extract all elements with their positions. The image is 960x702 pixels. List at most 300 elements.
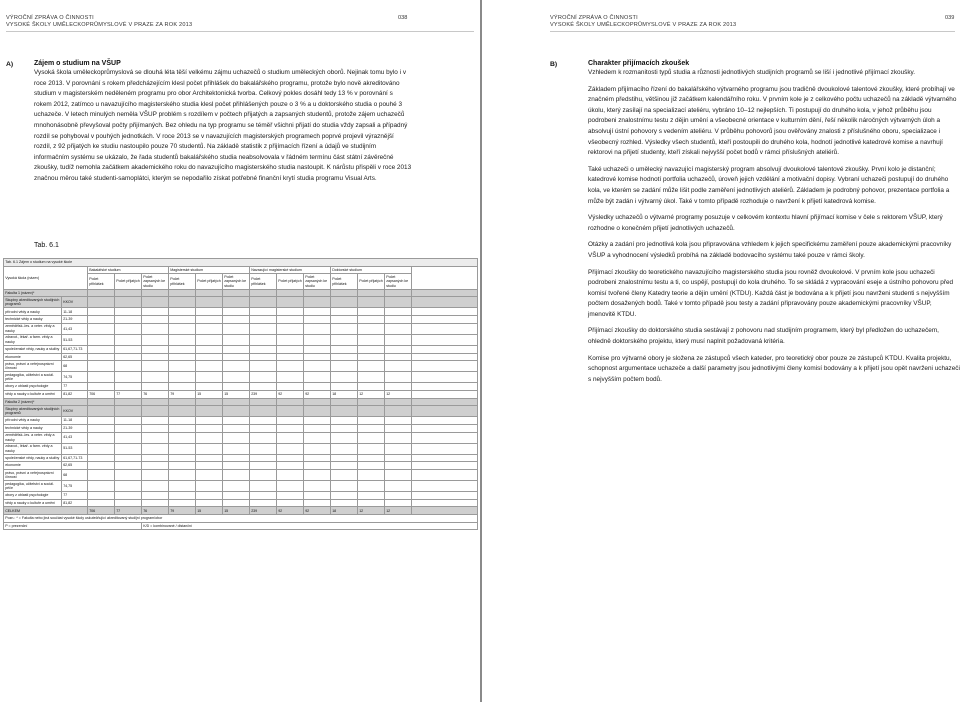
table-cell [142,481,169,492]
table-cell [142,334,169,345]
table-row [4,492,478,500]
table-cell [385,406,412,417]
table-cell [277,481,304,492]
table-cell [250,345,277,353]
table-cell [250,361,277,372]
table-caption: Tab. 6.1 Zájem o studium na vysoké škole [4,259,478,267]
table-cell [358,323,385,334]
table-cell [196,345,223,353]
table-cell [88,353,115,361]
table-cell [88,345,115,353]
table-cell [88,492,115,500]
table-cell [142,462,169,470]
table-cell [277,406,304,417]
program-header-row [4,266,478,274]
table-cell [277,323,304,334]
kkov-code: 21-39 [62,424,88,432]
table-cell [115,308,142,316]
total-label: CELKEM [4,507,88,515]
table-cell [250,297,277,308]
table-cell [250,372,277,383]
group-header: Skupiny akreditovaných studijních programů [4,406,62,417]
table-cell [358,353,385,361]
table-cell [412,289,478,297]
table-cell [358,470,385,481]
total-value: 77 [115,507,142,515]
table-cell [223,372,250,383]
table-cell [169,454,196,462]
table-cell [358,372,385,383]
table-cell [358,462,385,470]
table-cell [250,443,277,454]
table-cell [169,361,196,372]
value-cell: 15 [223,390,250,398]
table-cell [277,424,304,432]
table-cell [142,353,169,361]
value-cell: 92 [277,390,304,398]
table-cell [196,492,223,500]
table-cell [169,443,196,454]
table-cell [196,297,223,308]
table-cell [412,443,478,454]
sub-header: Počet přihlášek [250,274,277,289]
table-cell [196,470,223,481]
program-group-name: vědy a nauky o kultuře a umění [4,499,62,507]
table-cell [412,432,478,443]
program-group-name: technické vědy a nauky [4,316,62,324]
table-cell [223,323,250,334]
table-cell [385,383,412,391]
table-cell [358,499,385,507]
table-cell [88,432,115,443]
table-cell [250,462,277,470]
table-cell [88,316,115,324]
section-letter: B) [550,61,558,68]
table-cell [196,361,223,372]
program-group-name: právo, právní a veřejnosprávní činnost [4,361,62,372]
table-cell [277,470,304,481]
table-cell [196,289,223,297]
table-cell [115,297,142,308]
table-cell [196,316,223,324]
value-cell: 18 [331,390,358,398]
table-cell [304,481,331,492]
note-row [4,515,478,523]
table-cell [223,345,250,353]
total-value: 92 [304,507,331,515]
table-row [4,316,478,324]
table-cell [331,308,358,316]
value-cell: 77 [115,390,142,398]
table-cell [250,424,277,432]
value-cell: 12 [385,390,412,398]
table-cell [277,492,304,500]
sub-header: Počet přihlášek [88,274,115,289]
table-cell [115,323,142,334]
table-cell [385,432,412,443]
program-group-name: ekonomie [4,462,62,470]
table-cell [88,454,115,462]
table-cell [115,424,142,432]
total-value: 92 [277,507,304,515]
table-cell [358,361,385,372]
table-cell [277,316,304,324]
table-cell [88,289,115,297]
kkov-code: 51-53 [62,334,88,345]
group-header: Skupiny akreditovaných studijních programů [4,297,62,308]
table-cell [277,345,304,353]
kkov-code: 77 [62,383,88,391]
total-value: 12 [385,507,412,515]
total-value: 239 [250,507,277,515]
kkov-code: 77 [62,492,88,500]
table-cell [412,492,478,500]
table-cell [250,432,277,443]
table-cell [412,406,478,417]
table-cell [142,383,169,391]
kkov-code: 68 [62,470,88,481]
table-cell [385,443,412,454]
table-row [4,372,478,383]
sub-header: Počet přijatých [277,274,304,289]
table-cell [277,417,304,425]
sub-header: Počet zapsaných ke studiu [385,274,412,289]
kkov-code: 81,82 [62,499,88,507]
kkov-code: 74,75 [62,372,88,383]
table-cell [223,361,250,372]
program-group-name: obory z oblasti psychologie [4,383,62,391]
program-group-name: pedagogika, učitelství a sociál. péče [4,372,62,383]
table-cell [196,334,223,345]
table-cell [331,454,358,462]
table-cell [277,432,304,443]
right-page [482,0,960,702]
table-cell [412,417,478,425]
table-cell [331,492,358,500]
program-group-name: přírodní vědy a nauky [4,308,62,316]
table-cell [304,323,331,334]
table-cell [358,289,385,297]
legend-k: K/D = kombinované / distanční [142,522,478,530]
table-cell [142,345,169,353]
table-cell [358,308,385,316]
kkov-code: 68 [62,361,88,372]
value-cell: 76 [142,390,169,398]
table-cell [223,353,250,361]
table-cell [88,334,115,345]
applicants-table [3,258,478,530]
table-cell [385,334,412,345]
table-cell [304,398,331,406]
table-cell [115,454,142,462]
table-cell [358,345,385,353]
table-cell [115,345,142,353]
header-divider [6,31,474,32]
program-group-name: obory z oblasti psychologie [4,492,62,500]
table-cell [142,417,169,425]
table-cell [88,417,115,425]
table-cell [304,289,331,297]
table-cell [412,507,478,515]
section-paragraph: Vysoká škola uměleckoprůmyslová se dlouhá léta těší velkému zájmu uchazečů o studium uměleckých oborů. Nejinak tomu bylo i v roce 2013. V porovnání s rokem předcházejícím klesl počet přihlášek do bakalářského programu, protože bylo nově akreditováno studium v magisterském neděleném programu pro obor Architektonická tvorba. Celkový pokles dosáhl tedy 13 % v porovnání s rokem 2012, zatímco u navazujícího magisterského studia klesl počet přihlášených pouze o 3 % a u doktorského studia o pouhé 3 uchazeče. V letech minulých neměla VŠUP problém s rozdílem v počtech přijatých a zapsaných studentů, protože zájem uchazečů mnohonásobně převyšoval počty přijímaných. Bez ohledu na typ programu se téměř všichni přijatí do studia vždy zapsali a případný rozdíl se pohyboval v pouhých jednotkách. V roce 2013 se v navazujících magisterských programech poprvé projevil výraznější rozdíl, z 92 přijatých ke studiu nastoupilo pouze 70 studentů. Na základě statistik z přijímacích řízení a údajů ve studijním informačním systému se ukázalo, že řada studentů bakalářského studia neabsolvovala v řádném termínu část státní závěrečné zkoušky, tudíž nemohla začátkem akademického roku do navazujícího magisterského studia nastoupit. K nárůstu přispěli v roce 2013 značnou měrou také studenti-samoplátci, kterým se nepodařilo získat potřebné finanční krytí studia programu Visual Arts. [34,69,412,182]
total-value: 15 [223,507,250,515]
sub-header: Počet přijatých [115,274,142,289]
table-cell [142,443,169,454]
table-cell [412,334,478,345]
header-divider [550,31,955,32]
table-cell [304,424,331,432]
table-cell [115,383,142,391]
table-cell [331,297,358,308]
table-cell [115,462,142,470]
table-cell [385,372,412,383]
program-header: Navazující magisterské studium [250,266,331,274]
table-cell [223,308,250,316]
table-cell [169,432,196,443]
left-page-header [6,15,192,29]
table-cell [115,406,142,417]
table-cell [223,443,250,454]
table-row [4,361,478,372]
table-cell [412,345,478,353]
paragraph: Otázky a zadání pro jednotlivá kola jsou připravována vzhledem k jejich specifickému zaměření pouze akademickými pracovníky VŠUP a vyhodnocení výsledků probíhá na základě bodovacího systému také pouze v rámci školy. [588,241,952,259]
table-cell [412,266,478,289]
table-row [4,308,478,316]
table-cell [223,432,250,443]
table-cell [358,297,385,308]
kkov-code: 61,67,71-73 [62,454,88,462]
right-page-header [550,15,736,29]
table-cell [169,470,196,481]
table-cell [385,470,412,481]
value-cell: 79 [169,390,196,398]
table-cell [169,334,196,345]
program-header: Doktorské studium [331,266,412,274]
table-cell [304,462,331,470]
table-cell [115,470,142,481]
table-note: Pozn.: * = Fakulta nebo jiná součást vysoké školy uskutečňující akreditovaný studijní program/obor [4,515,478,523]
value-cell: 12 [358,390,385,398]
table-row [4,323,478,334]
table-cell [115,499,142,507]
table-cell [250,398,277,406]
table-cell [358,492,385,500]
total-value: 76 [142,507,169,515]
table-cell [385,361,412,372]
paragraph: Také uchazeči o umělecký navazující magisterský program absolvují dvoukolové talentové zkoušky. První kolo je distanční; katedrové komise hodnotí portfolia uchazečů, úroveň jejich vzdělání a motivační dopisy. Vybraní uchazeči postupují do druhého kola, ve kterém se zadání může lišit podle zaměření jednotlivých ateliérů. Základem je podrobný pohovor, prezentace portfolia a může být zadán i výtvarný úkol. Také v tomto případě rozhoduje o navržení k přijetí katedrová komise. [588,165,950,205]
table-cell [412,424,478,432]
sub-header: Počet zapsaných ke studiu [223,274,250,289]
table-label: Tab. 6.1 [34,242,59,249]
table-row [4,334,478,345]
table-cell [331,432,358,443]
table-cell [250,492,277,500]
table-cell [169,481,196,492]
table-cell [169,383,196,391]
header-line-2: VYSOKÉ ŠKOLY UMĚLECKOPRŮMYSLOVÉ V PRAZE ZA ROK 2013 [550,22,737,28]
sub-header: Počet přihlášek [331,274,358,289]
kkov-header: KKOV [62,406,88,417]
value-cell: 92 [304,390,331,398]
table-cell [277,454,304,462]
table-cell [277,462,304,470]
table-cell [250,454,277,462]
table-cell [223,289,250,297]
table-cell [412,462,478,470]
table-cell [412,323,478,334]
value-cell: 239 [250,390,277,398]
table-cell [277,383,304,391]
kkov-code: 62,65 [62,462,88,470]
table-cell [385,316,412,324]
kkov-code: 62,65 [62,353,88,361]
table-cell [142,398,169,406]
table-cell [115,398,142,406]
table-cell [196,424,223,432]
table-row [4,499,478,507]
program-group-name: ekonomie [4,353,62,361]
table-cell [196,353,223,361]
table-cell [277,372,304,383]
program-group-name: přírodní vědy a nauky [4,417,62,425]
table-cell [304,454,331,462]
table-cell [223,316,250,324]
section-a [34,59,412,185]
value-cell: 706 [88,390,115,398]
table-cell [223,499,250,507]
table-cell [142,372,169,383]
sub-header: Počet přihlášek [169,274,196,289]
table-cell [88,372,115,383]
table-cell [196,372,223,383]
table-cell [250,383,277,391]
table-cell [385,289,412,297]
total-value: 15 [196,507,223,515]
table-cell [88,323,115,334]
table-cell [385,345,412,353]
paragraph: Vzhledem k rozmanitosti typů studia a různosti jednotlivých studijních programů se liší i jednotlivé přijímací zkoušky. [588,69,916,76]
table-cell [88,361,115,372]
faculty-title: Fakulta 1 (název)* [4,289,88,297]
table-cell [250,316,277,324]
table-row [4,424,478,432]
total-value: 706 [88,507,115,515]
table-cell [196,443,223,454]
table-cell [304,417,331,425]
kkov-code: 61,67,71-73 [62,345,88,353]
table-cell [115,492,142,500]
table-cell [142,289,169,297]
table-row [4,383,478,391]
faculty-2-title-row [4,398,478,406]
table-row [4,470,478,481]
table-row [4,462,478,470]
faculty-title: Fakulta 2 (název)* [4,398,88,406]
table-row [4,443,478,454]
table-cell [196,417,223,425]
table-cell [88,383,115,391]
program-header: Bakalářské studium [88,266,169,274]
kkov-header: KKOV [62,297,88,308]
table-cell [169,406,196,417]
table-cell [385,323,412,334]
faculty-2-header-row [4,406,478,417]
table-cell [169,499,196,507]
table-cell [277,398,304,406]
table-cell [385,499,412,507]
table-body [4,259,478,530]
table-cell [304,334,331,345]
table-cell [115,316,142,324]
kkov-code: 21-39 [62,316,88,324]
program-group-name: právo, právní a veřejnosprávní činnost [4,470,62,481]
table-cell [412,481,478,492]
program-group-name: společenské vědy, nauky a služby [4,454,62,462]
table-cell [196,383,223,391]
sub-header: Počet zapsaných ke studiu [304,274,331,289]
paragraph: Přijímací zkoušky do teoretického navazujícího magisterského studia jsou rovněž dvoukolové. V prvním kole jsou uchazeči podrobeni znalostnímu testu a ti, co uspějí, postupují do kola druhého. To se skládá z vypracování eseje a ústního pohovoru před komisí tvořené členy Katedry teorie a dějin umění (KTDU). Každá část je bodována a k přijetí jsou navrženi studenti s nejvyšším počtem dosažených bodů. Také v tomto případě jsou testy a zadání připravovány pouze akademickými pracovníky VŠUP, jmenovitě KTDU. [588,268,954,318]
kkov-code: 74,75 [62,481,88,492]
table-cell [169,417,196,425]
table-cell [169,492,196,500]
table-cell [250,481,277,492]
table-cell [196,499,223,507]
table-cell [412,372,478,383]
table-cell [169,353,196,361]
table-cell [223,417,250,425]
section-b [588,59,960,391]
program-group-name: vědy a nauky o kultuře a umění [4,390,62,398]
table-cell [412,308,478,316]
table-cell [196,432,223,443]
table-cell [331,481,358,492]
table-cell [331,406,358,417]
table-cell [169,462,196,470]
table-cell [142,454,169,462]
header-line-2: VYSOKÉ ŠKOLY UMĚLECKOPRŮMYSLOVÉ V PRAZE ZA ROK 2013 [6,22,193,28]
table-cell [304,492,331,500]
table-cell [331,372,358,383]
table-cell [385,462,412,470]
table-cell [385,308,412,316]
table-cell [223,383,250,391]
table-cell [88,481,115,492]
table-cell [115,334,142,345]
table-cell [250,353,277,361]
table-cell [331,345,358,353]
table-cell [385,481,412,492]
table-cell [412,383,478,391]
table-cell [250,323,277,334]
table-cell [169,372,196,383]
table-cell [169,308,196,316]
table-cell [223,334,250,345]
table-cell [358,316,385,324]
legend-row [4,522,478,530]
table-cell [412,316,478,324]
table-cell [142,361,169,372]
kkov-code: 51-53 [62,443,88,454]
table-cell [304,406,331,417]
table-cell [115,372,142,383]
table-cell [88,470,115,481]
table-cell [358,454,385,462]
kkov-code: 11-18 [62,417,88,425]
table-cell [304,372,331,383]
table-cell [331,470,358,481]
program-group-name: pedagogika, učitelství a sociál. péče [4,481,62,492]
table-cell [385,398,412,406]
